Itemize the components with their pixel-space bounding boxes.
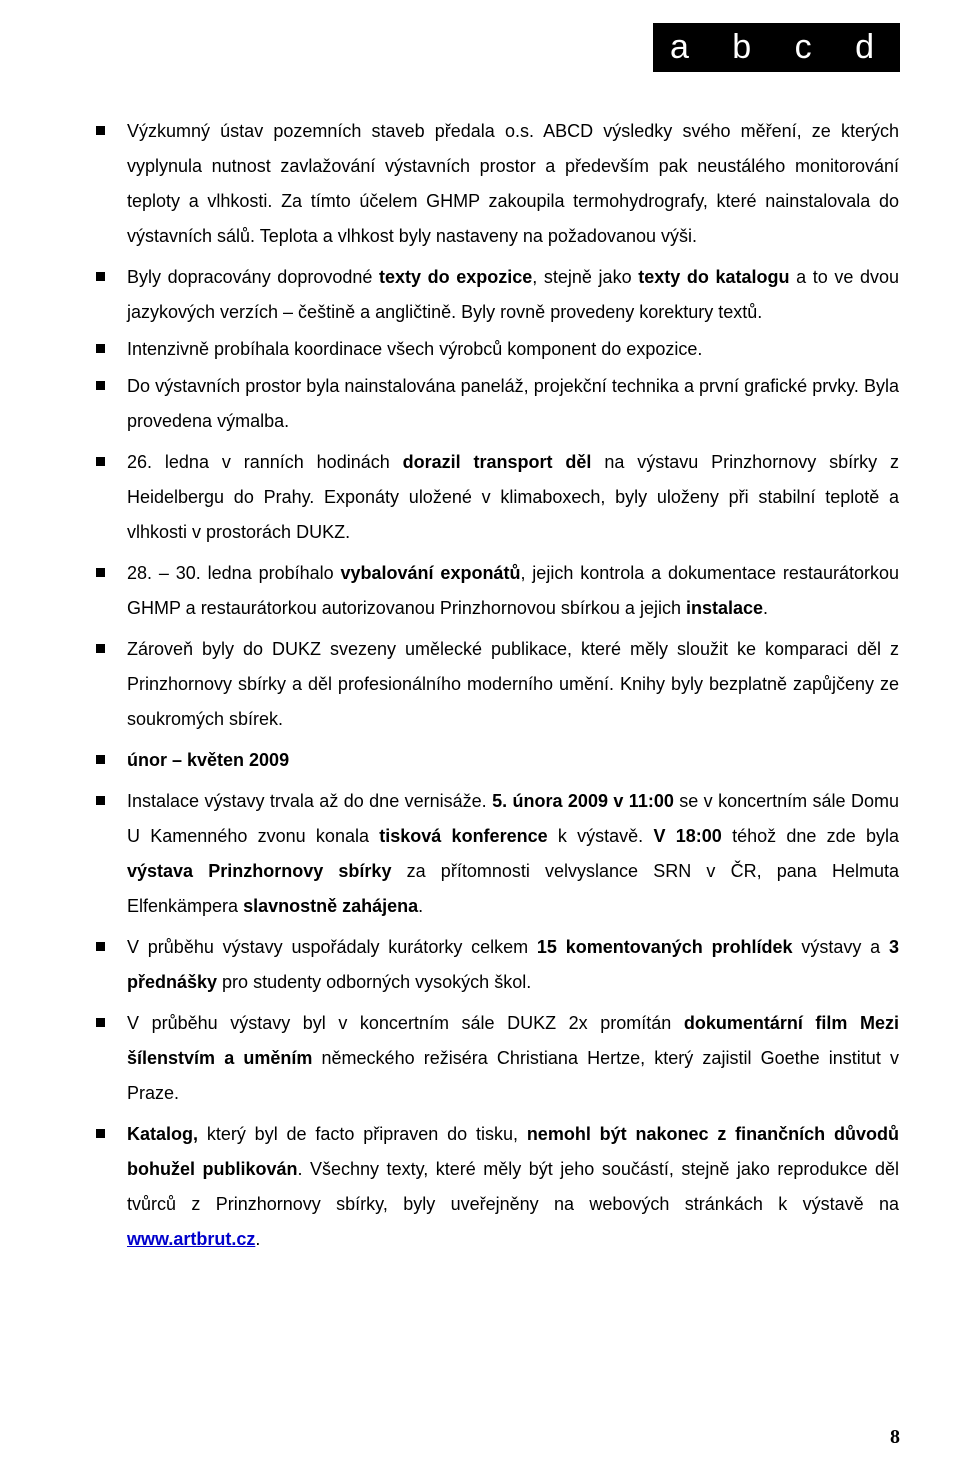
artbrut-link[interactable]: www.artbrut.cz: [127, 1229, 256, 1249]
list-item: únor – květen 2009: [127, 743, 899, 778]
abcd-logo: a b c d: [653, 23, 900, 72]
list-item: V průběhu výstavy byl v koncertním sále DUKZ 2x promítán dokumentární film Mezi šílenstvím a uměním německého režiséra Christiana Hertze, který zajistil Goethe institut v Praze.: [127, 1006, 899, 1111]
bullet-icon: [96, 755, 105, 764]
bullet-icon: [96, 942, 105, 951]
list-item: Katalog, který byl de facto připraven do tisku, nemohl být nakonec z finančních důvodů bohužel publikován. Všechny texty, které měly být jeho součástí, stejně jako reprodukce děl tvůrců z Prinzhornovy sbírky, byly uveřejněny na webových stránkách k výstavě na www.artbrut.cz.: [127, 1117, 899, 1257]
bullet-icon: [96, 1018, 105, 1027]
bullet-icon: [96, 381, 105, 390]
bullet-icon: [96, 126, 105, 135]
list-item: Zároveň byly do DUKZ svezeny umělecké publikace, které měly sloužit ke komparaci děl z Prinzhornovy sbírky a děl profesionálního moderního umění. Knihy byly bezplatně zapůjčeny ze soukromých sbírek.: [127, 632, 899, 737]
bullet-icon: [96, 568, 105, 577]
list-item: Výzkumný ústav pozemních staveb předala o.s. ABCD výsledky svého měření, ze kterých vyplynula nutnost zavlažování výstavních prostor a především pak neustálého monitorování teploty a vlhkosti. Za tímto účelem GHMP zakoupila termohydrografy, které nainstalovala do výstavních sálů. Teplota a vlhkost byly nastaveny na požadovanou výši.: [127, 114, 899, 254]
bullet-icon: [96, 457, 105, 466]
bullet-icon: [96, 1129, 105, 1138]
list-item: Byly dopracovány doprovodné texty do expozice, stejně jako texty do katalogu a to ve dvou jazykových verzích – češtině a angličtině. Byly rovně provedeny korektury textů.: [127, 260, 899, 330]
page-number: 8: [890, 1426, 900, 1448]
list-item: V průběhu výstavy uspořádaly kurátorky celkem 15 komentovaných prohlídek výstavy a 3 přednášky pro studenty odborných vysokých škol.: [127, 930, 899, 1000]
bullet-icon: [96, 272, 105, 281]
bullet-icon: [96, 644, 105, 653]
bullet-list: [127, 114, 899, 1259]
list-item: Intenzivně probíhala koordinace všech výrobců komponent do expozice.: [127, 332, 899, 367]
list-item: 28. – 30. ledna probíhalo vybalování exponátů, jejich kontrola a dokumentace restaurátorkou GHMP a restaurátorkou autorizovanou Prinzhornovou sbírkou a jejich instalace.: [127, 556, 899, 626]
list-item: Instalace výstavy trvala až do dne vernisáže. 5. února 2009 v 11:00 se v koncertním sále Domu U Kamenného zvonu konala tisková konference k výstavě. V 18:00 téhož dne zde byla výstava Prinzhornovy sbírky za přítomnosti velvyslance SRN v ČR, pana Helmuta Elfenkämpera slavnostně zahájena.: [127, 784, 899, 924]
list-item: Do výstavních prostor byla nainstalována paneláž, projekční technika a první grafické prvky. Byla provedena výmalba.: [127, 369, 899, 439]
bullet-icon: [96, 344, 105, 353]
bullet-icon: [96, 796, 105, 805]
list-item: 26. ledna v ranních hodinách dorazil transport děl na výstavu Prinzhornovy sbírky z Heidelbergu do Prahy. Exponáty uložené v klimaboxech, byly uloženy při stabilní teplotě a vlhkosti v prostorách DUKZ.: [127, 445, 899, 550]
